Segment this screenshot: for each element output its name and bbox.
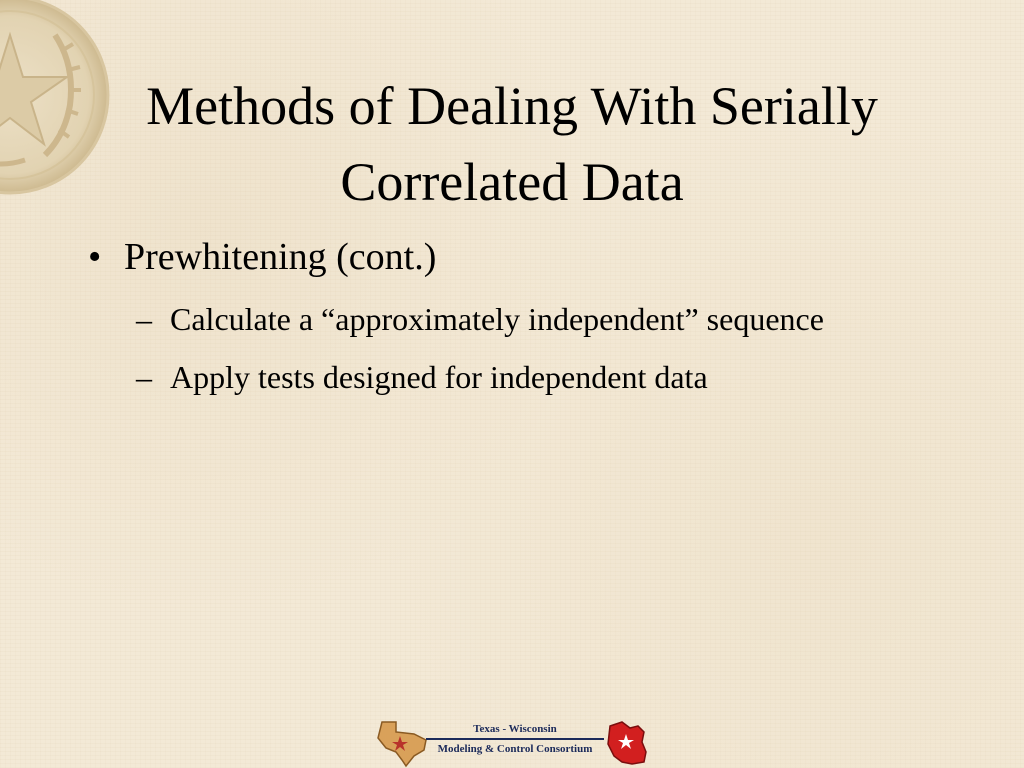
consortium-logo [374,716,650,768]
sub-bullet-calculate [136,296,896,342]
sub-bullet-marker: – [136,301,152,337]
bullet-list [88,232,948,395]
texas-map-icon [374,716,434,768]
sub-bullet-marker: – [136,359,152,395]
bullet-text: Prewhitening (cont.) [124,236,437,278]
bullet-marker: • [88,236,102,278]
sub-bullet-text: Apply tests designed for independent data [170,359,708,395]
bullet-item-prewhitening [88,232,948,282]
logo-title: Texas - Wisconsin [473,723,557,735]
slide-title [60,68,964,220]
logo-divider [426,738,604,740]
sub-bullet-apply-tests [136,354,896,400]
sub-bullet-list [136,296,896,412]
slide-title-line-2: Correlated Data [340,152,684,212]
sub-bullet-text: Calculate a “approximately independent” sequence [170,301,824,337]
logo-subtitle: Modeling & Control Consortium [437,743,593,755]
slide-title-line-1: Methods of Dealing With Serially [146,76,878,136]
wisconsin-map-icon [604,716,650,768]
